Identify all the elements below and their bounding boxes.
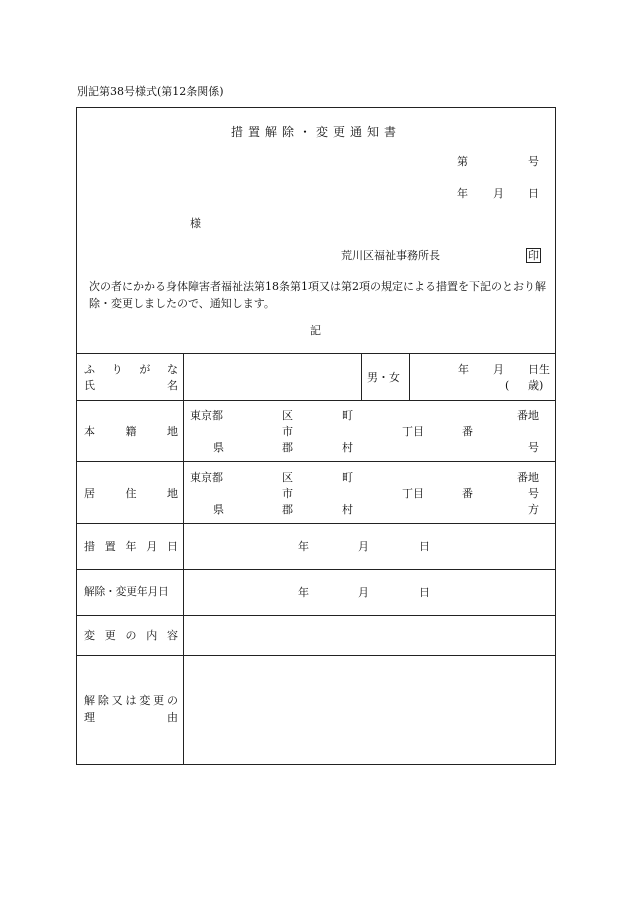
issuer-name: 荒川区福祉事務所長 xyxy=(341,249,440,262)
label-char: ふ xyxy=(84,363,95,376)
sochi-day: 日 xyxy=(419,540,430,553)
addr-banchi: 番地 xyxy=(517,409,539,422)
honseki-label xyxy=(84,426,178,437)
label-char: 籍 xyxy=(125,425,137,438)
row-divider xyxy=(77,523,555,524)
sochi-year: 年 xyxy=(298,540,309,553)
sochi-date-label xyxy=(84,541,178,552)
addr-mura: 村 xyxy=(342,503,353,516)
addr-go: 号 xyxy=(528,487,539,500)
addr-mura: 村 xyxy=(342,441,353,454)
row-divider xyxy=(77,353,555,354)
label-char: り xyxy=(111,363,123,376)
addr-tokyo: 東京都 xyxy=(190,471,223,484)
label-char: 月 xyxy=(146,540,158,553)
seal-mark: 印 xyxy=(528,249,539,262)
label-char: 本 xyxy=(84,425,95,438)
label-char: 年 xyxy=(125,540,137,553)
addr-ku: 区 xyxy=(282,471,293,484)
addr-banchi: 番地 xyxy=(517,471,539,484)
label-char: 内 xyxy=(146,629,158,642)
kaijo-year: 年 xyxy=(298,586,309,599)
label-char: 居 xyxy=(84,487,95,500)
label-char: 住 xyxy=(125,487,137,500)
addressee-suffix: 様 xyxy=(190,217,201,230)
label-column-divider xyxy=(183,353,184,764)
addr-ken: 県 xyxy=(213,441,224,454)
birth-year: 年 xyxy=(458,363,469,376)
gender-divider-left xyxy=(361,353,362,400)
birth-day: 日生 xyxy=(528,363,550,376)
issue-date-day: 日 xyxy=(528,187,539,200)
row-divider xyxy=(77,461,555,462)
label-char: 解 xyxy=(84,694,95,707)
addr-ku: 区 xyxy=(282,409,293,422)
number-suffix: 号 xyxy=(528,155,539,168)
row-divider xyxy=(77,655,555,656)
row-divider xyxy=(77,400,555,401)
label-char: 地 xyxy=(167,487,178,500)
form-title: 措置解除・変更通知書 xyxy=(230,125,401,139)
label-char: 容 xyxy=(167,629,178,642)
addr-machi: 町 xyxy=(342,471,353,484)
henko-label xyxy=(84,630,178,641)
label-char: 地 xyxy=(167,425,178,438)
label-char: 氏 xyxy=(84,379,95,392)
addr-shi: 市 xyxy=(282,487,293,500)
addr-ken: 県 xyxy=(213,503,224,516)
addr-machi: 町 xyxy=(342,409,353,422)
notice-form xyxy=(76,107,556,765)
label-char: 由 xyxy=(167,711,178,724)
label-char: 又 xyxy=(111,694,123,707)
name-label xyxy=(84,380,178,391)
addr-tokyo: 東京都 xyxy=(190,409,223,422)
addr-go: 号 xyxy=(528,441,539,454)
riyu-label-bottom xyxy=(84,712,178,723)
label-char: が xyxy=(139,363,151,376)
ki-heading: 記 xyxy=(310,324,321,337)
furigana-label xyxy=(84,364,178,375)
label-char: 日 xyxy=(167,540,178,553)
row-divider xyxy=(77,615,555,616)
addr-chome: 丁目 xyxy=(402,425,424,438)
kaijo-month: 月 xyxy=(358,586,369,599)
sochi-month: 月 xyxy=(358,540,369,553)
addr-gun: 郡 xyxy=(282,441,293,454)
addr-chome: 丁目 xyxy=(402,487,424,500)
age-open: ( xyxy=(505,379,510,392)
row-divider xyxy=(77,569,555,570)
gender-divider-right xyxy=(409,353,410,400)
age-close: 歳) xyxy=(528,379,544,392)
label-char: は xyxy=(125,694,137,707)
form-caption: 別記第38号様式(第12条関係) xyxy=(77,85,224,98)
addr-gun: 郡 xyxy=(282,503,293,516)
kaijo-day: 日 xyxy=(419,586,430,599)
label-char: の xyxy=(166,694,178,707)
riyu-label xyxy=(84,695,178,706)
addr-kata: 方 xyxy=(528,503,539,516)
label-char: 除 xyxy=(97,694,109,707)
label-char: 理 xyxy=(84,711,95,724)
label-char: 名 xyxy=(167,379,178,392)
label-char: 更 xyxy=(153,694,165,707)
label-char: 更 xyxy=(104,629,116,642)
notice-body-text: 次の者にかかる身体障害者福祉法第18条第1項又は第2項の規定による措置を下記のとおり解除・変更しましたので、通知します。 xyxy=(89,280,546,310)
addr-shi: 市 xyxy=(282,425,293,438)
number-prefix: 第 xyxy=(457,155,468,168)
label-char: 変 xyxy=(139,694,151,707)
issue-date-year: 年 xyxy=(457,187,468,200)
label-char: の xyxy=(125,629,137,642)
label-char: 変 xyxy=(84,629,95,642)
gender-field[interactable]: 男・女 xyxy=(367,371,400,384)
label-char: 措 xyxy=(84,540,95,553)
addr-ban: 番 xyxy=(462,487,473,500)
birth-month: 月 xyxy=(493,363,504,376)
issue-date-month: 月 xyxy=(493,187,504,200)
kyojyu-label xyxy=(84,488,178,499)
label-char: な xyxy=(166,363,178,376)
kaijo-date-label: 解除・変更年月日 xyxy=(84,586,169,598)
label-char: 置 xyxy=(104,540,116,553)
addr-ban: 番 xyxy=(462,425,473,438)
